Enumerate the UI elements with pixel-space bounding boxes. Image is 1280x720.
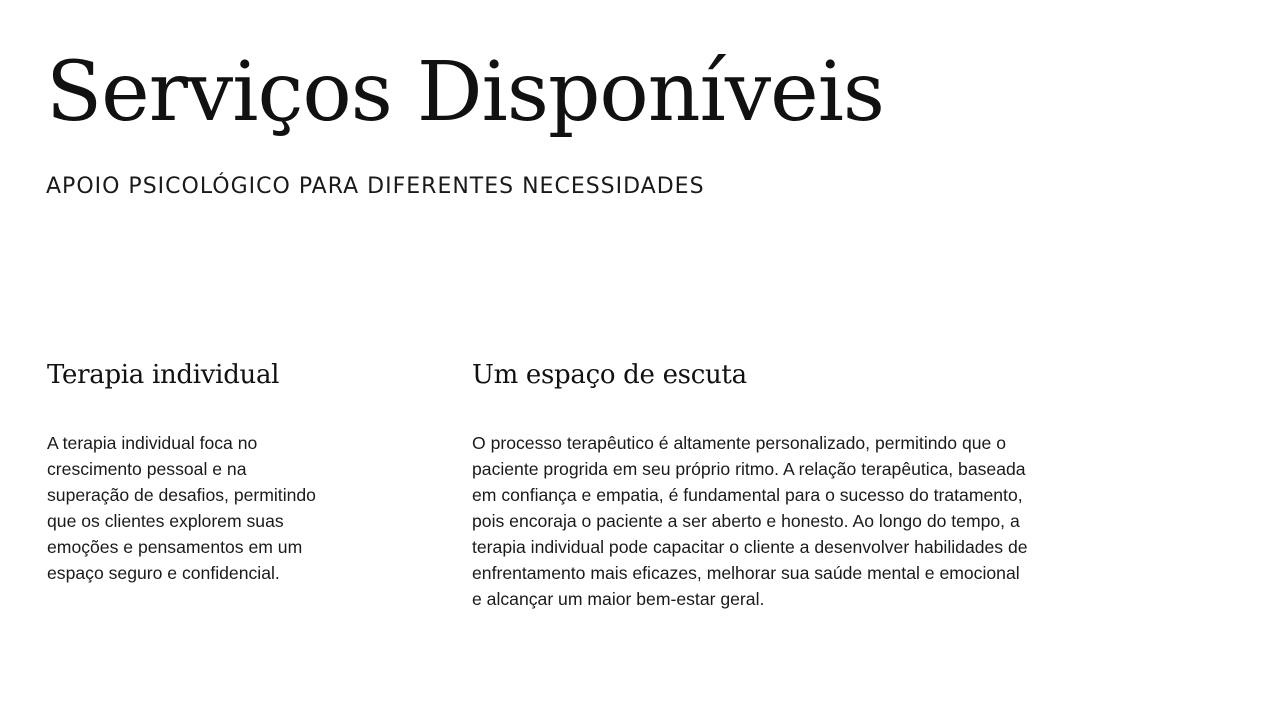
- section-heading: Terapia individual: [47, 360, 280, 390]
- page-title: Serviços Disponíveis: [46, 45, 884, 140]
- section-body: O processo terapêutico é altamente personalizado, permitindo que o paciente progrida em seu próprio ritmo. A relação terapêutica, baseada em confiança e empatia, é fundamental para o sucesso do tratamento, pois encoraja o paciente a ser aberto e honesto. Ao longo do tempo, a terapia individual pode capacitar o cliente a desenvolver habilidades de enfrentamento mais eficazes, melhorar sua saúde mental e emocional e alcançar um maior bem-estar geral.: [472, 433, 1028, 609]
- section-listening-space: [472, 356, 1042, 612]
- page-subtitle: APOIO PSICOLÓGICO PARA DIFERENTES NECESSIDADES: [46, 174, 705, 199]
- section-heading: Um espaço de escuta: [472, 360, 747, 390]
- section-body: A terapia individual foca no crescimento pessoal e na superação de desafios, permitindo que os clientes explorem suas emoções e pensamentos em um espaço seguro e confidencial.: [47, 433, 316, 583]
- section-individual-therapy: [47, 356, 337, 586]
